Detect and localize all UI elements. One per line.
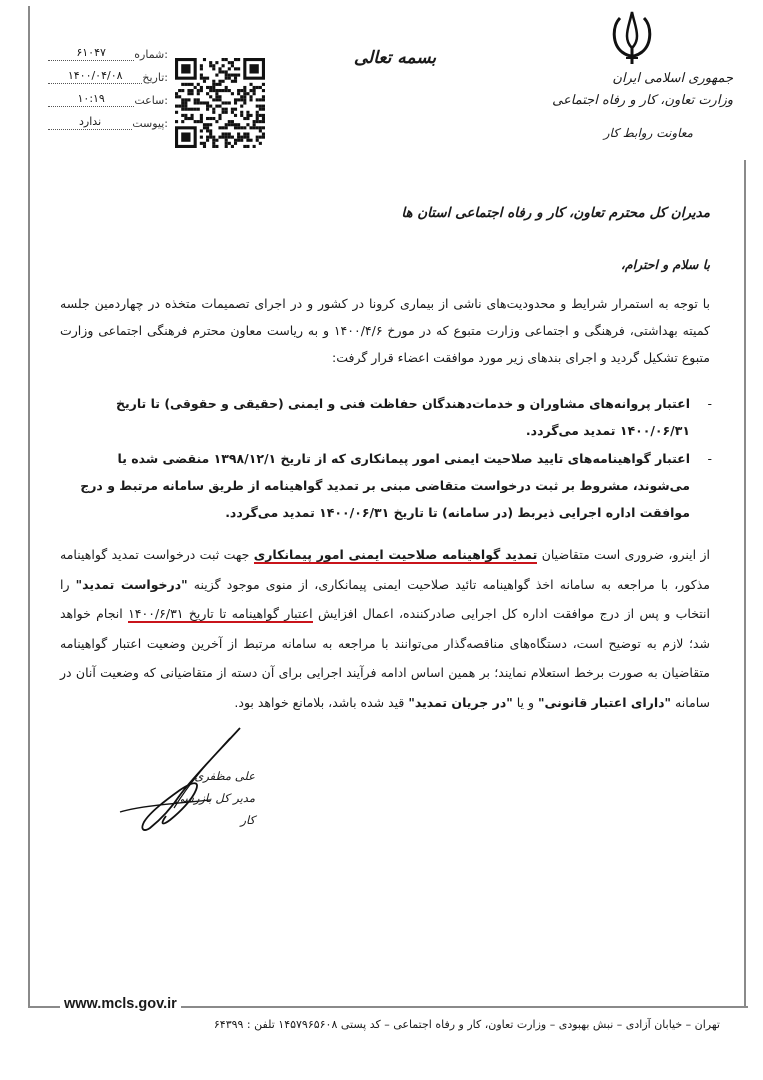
highlighted-phrase: تمدید گواهینامه صلاحیت ایمنی امور پیمانکاری (253, 547, 538, 562)
bold-phrase: "دارای اعتبار قانونی" (538, 694, 672, 710)
signer-title: مدیر کل بازرسی کار (174, 791, 255, 827)
bullet-dash: - (707, 396, 712, 411)
bullet-text: اعتبار پروانه‌های مشاوران و خدمات‌دهندگان حفاظت فنی و ایمنی (حقیقی و حقوقی) تا تاریخ ۱۴۰۰/۰۶/۳۱ تمدید می‌گردد. (115, 396, 690, 438)
qr-code-icon (175, 58, 265, 148)
meta-date: تاریخ: ۱۴۰۰/۰۴/۰۸ (48, 61, 168, 84)
text-run: انجام خواهد شد؛ لازم به توضیح است، دستگاه‌های مناقصه‌گذار می‌توانند با مراجعه به سامانه مرتبط از آخرین وضعیت اعتبار گواهینامه متقاضیان به صورت برخط استعلام نمایند؛ بر همین اساس ادامه فرآیند اجرایی برای آن دسته از متقاضیانی که وضعیت آنان در سامانه (60, 606, 710, 710)
intro-paragraph: با توجه به استمرار شرایط و محدودیت‌های ناشی از بیماری کرونا در کشور و در اجرای تصمیمات متخذه در چهاردمین جلسه کمیته بهداشتی، فرهنگی و اجتماعی وزارت متبوع که در مورخ ۱۴۰۰/۴/۶ و به ریاست معاون محترم فرهنگی اجتماعی وزارت متبوع تشکیل گردید و اجرای بندهای زیر مورد موافقت اعضاء قرار گرفت: (60, 296, 710, 365)
text-run: از اینرو، ضروری است متقاضیان (537, 547, 710, 562)
footer-address: تهران – خیابان آزادی – نبش بهبودی – وزارت تعاون، کار و رفاه اجتماعی – کد پستی ۱۴۵۷۹۶۵۶۰۸ تلفن : ۶۴۳۹۹ (213, 1018, 720, 1031)
text-run: و یا (512, 694, 538, 710)
text-run: را انتخاب و پس از درج موافقت اداره کل اجرایی صادرکننده، اعمال افزایش (60, 576, 711, 621)
bold-phrase: "در جریان تمدید" (408, 694, 513, 710)
signer (165, 765, 255, 831)
meta-number: شماره: ۶۱۰۴۷ (48, 38, 168, 61)
meta-attachment: پیوست: ندارد (48, 107, 168, 130)
addressee: مدیران کل محترم تعاون، کار و رفاه اجتماعی استان ها (401, 205, 710, 221)
ministry-name: وزارت تعاون، کار و رفاه اجتماعی (552, 93, 733, 108)
greeting: با سلام و احترام، (620, 257, 710, 272)
meta-time: ساعت: ۱۰:۱۹ (48, 84, 168, 107)
list-item (60, 390, 712, 444)
department-name: معاونت روابط کار (603, 126, 693, 140)
text-run: قید شده باشد، بلامانع خواهد بود. (234, 694, 409, 710)
instruction-paragraph (60, 540, 710, 717)
website-link[interactable]: www.mcls.gov.ir (60, 996, 181, 1012)
ministry-header (513, 68, 733, 144)
bold-phrase: "درخواست تمدید" (75, 576, 188, 592)
bullet-text: اعتبار گواهینامه‌های تایید صلاحیت ایمنی امور پیمانکاری که از تاریخ ۱۳۹۸/۱۲/۱ منقضی شده یا می‌شوند، مشروط بر ثبت درخواست متقاضی مبنی بر تمدید گواهینامه از طریق سامانه مرتبط و درج موافقت اداره اجرایی ذیربط (در سامانه) تا تاریخ ۱۴۰۰/۰۶/۳۱ تمدید می‌گردد. (80, 451, 690, 520)
list-item (60, 445, 712, 526)
text-run: جهت ثبت درخواست تمدید گواهینامه مذکور، با مراجعه به سامانه اخذ گواهینامه تائید صلاحیت ایمنی پیمانکاری، از منوی موجود گزینه (60, 547, 710, 592)
iran-emblem-icon (600, 8, 664, 68)
bullet-dash: - (707, 451, 712, 466)
page-frame-right (744, 160, 746, 1006)
basmala: بسمه تعالی (353, 48, 437, 68)
country-name: جمهوری اسلامی ایران (612, 71, 733, 86)
letter-meta (48, 38, 168, 130)
signer-name: علی مظفری (194, 769, 255, 783)
highlighted-phrase: اعتبار گواهینامه تا تاریخ ۱۴۰۰/۶/۳۱ (128, 606, 313, 621)
